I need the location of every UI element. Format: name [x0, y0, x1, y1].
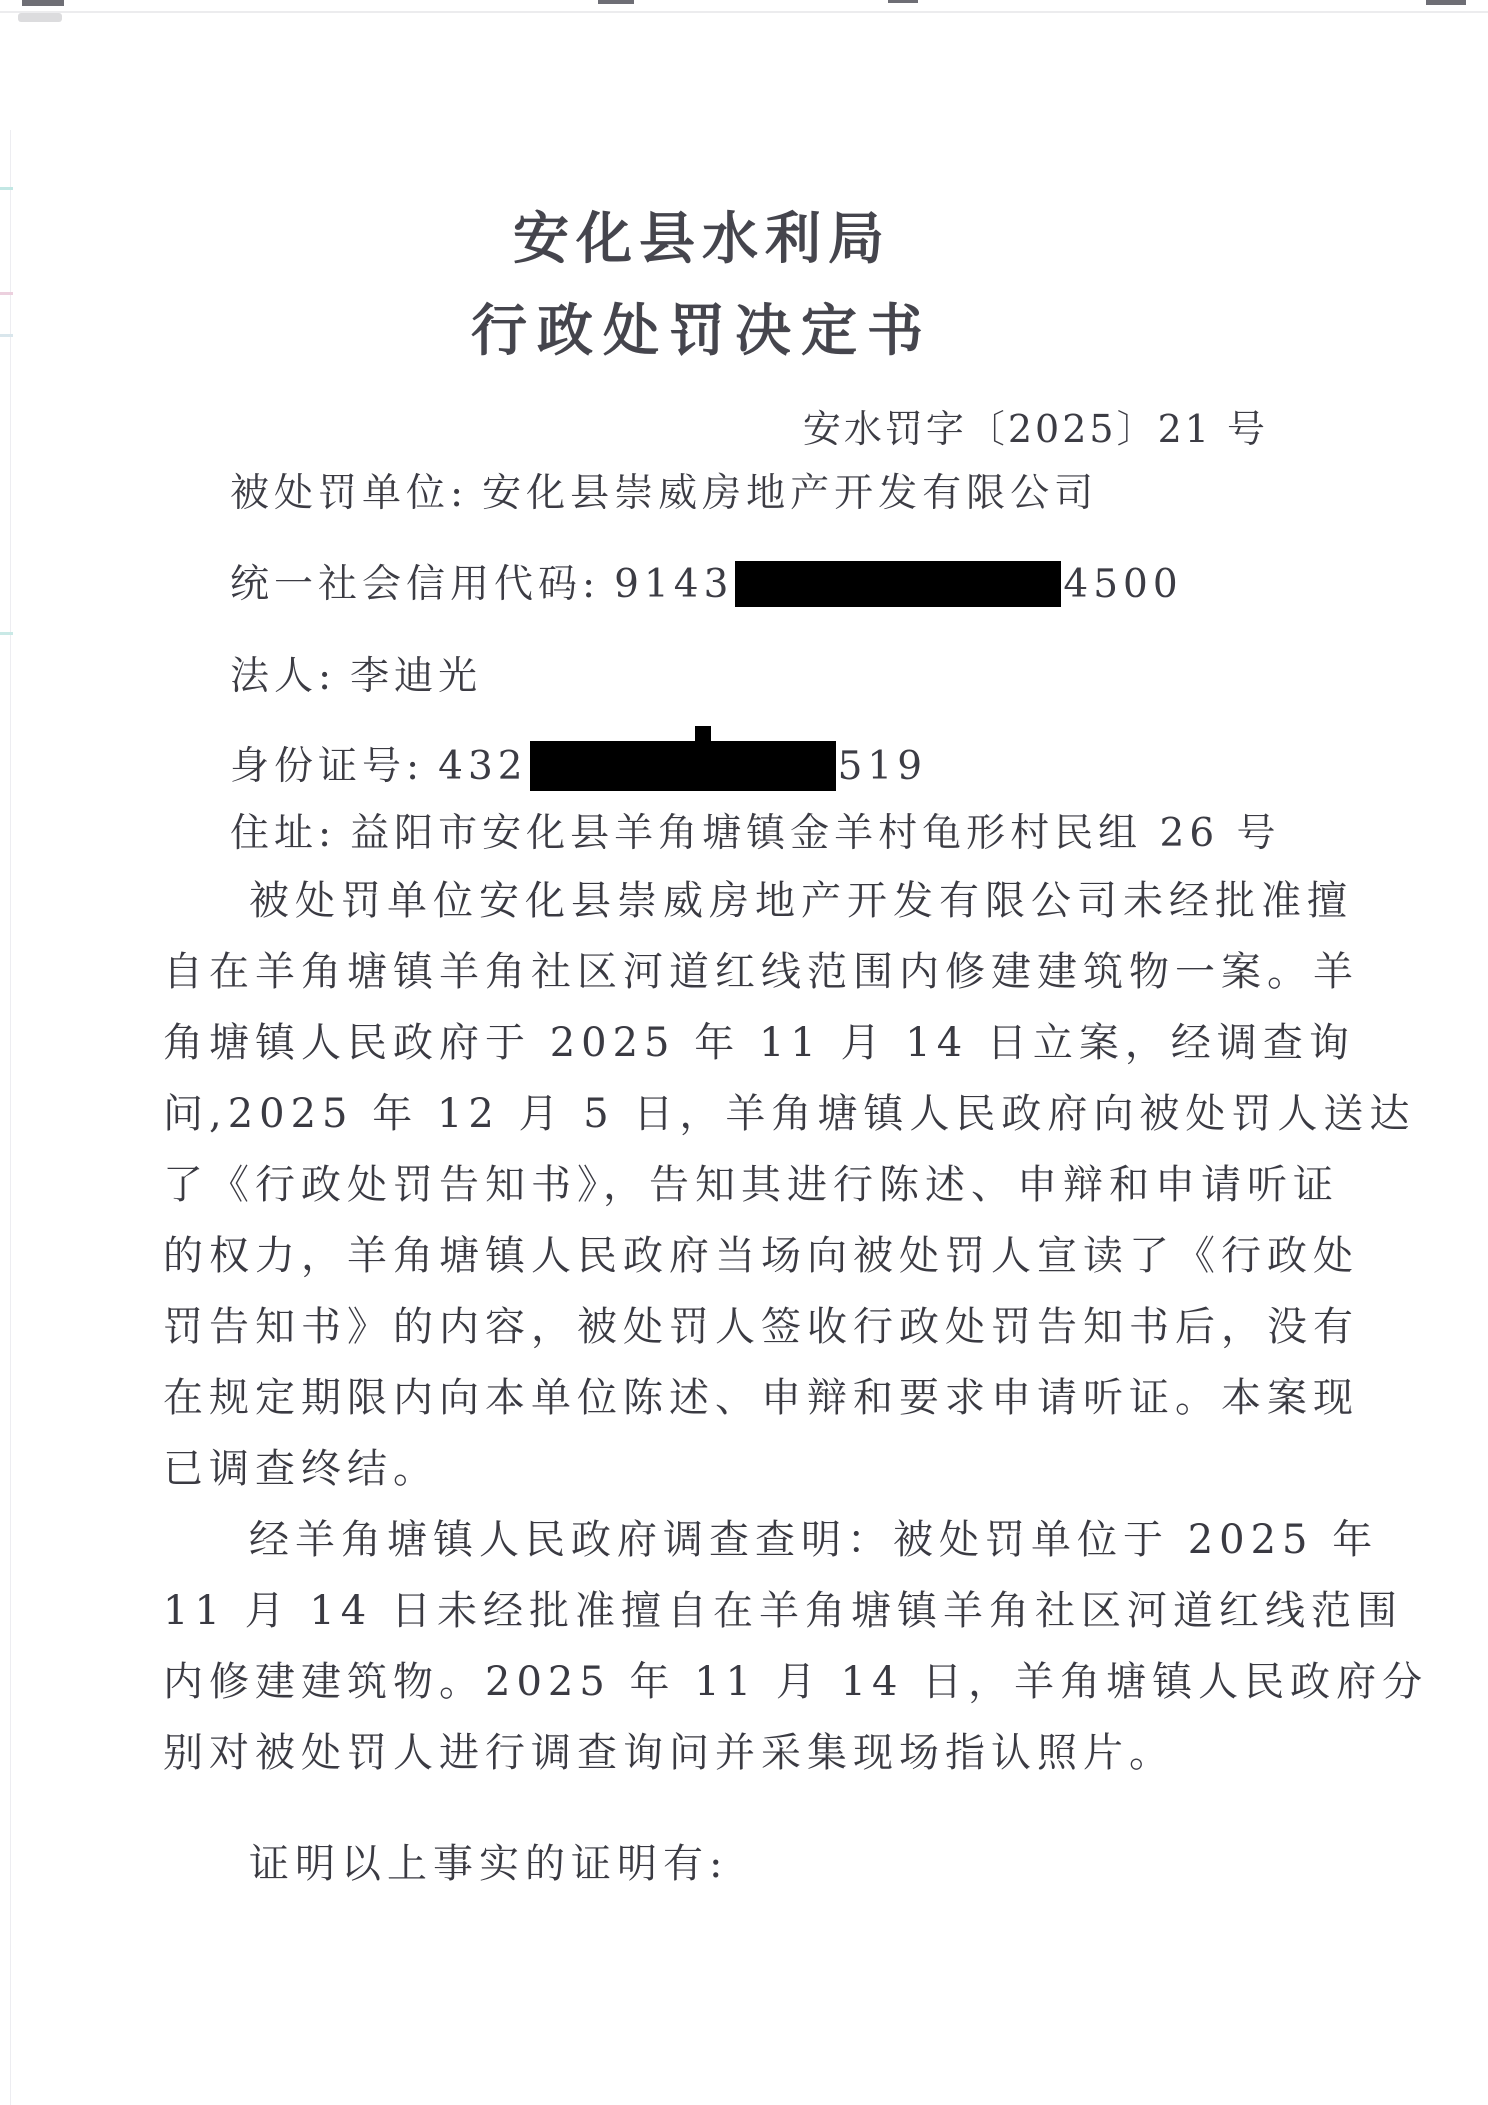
scan-artifact-mark [1426, 0, 1466, 5]
field-row-credit-code [230, 553, 1183, 613]
field-value-credit-prefix: 9143 [614, 562, 734, 607]
field-value-penalized-unit: 安化县崇威房地产开发有限公司 [482, 471, 1099, 516]
scan-artifact-tick [0, 632, 13, 635]
field-label-id-number: 身份证号: [230, 744, 425, 789]
body-line: 的权力，羊角塘镇人民政府当场向被处罚人宣读了《行政处 [163, 1233, 1359, 1279]
body-line: 角塘镇人民政府于 2025 年 11 月 14 日立案，经调查询 [163, 1020, 1355, 1066]
field-row-penalized-unit [230, 462, 1098, 518]
field-value-id-suffix: 519 [837, 744, 928, 789]
field-row-legal-person [230, 645, 482, 701]
body-line: 11 月 14 日未经批准擅自在羊角塘镇羊角社区河道红线范围 [163, 1588, 1403, 1634]
body-line: 在规定期限内向本单位陈述、申辩和要求申请听证。本案现 [163, 1375, 1359, 1421]
field-value-address: 益阳市安化县羊角塘镇金羊村龟形村民组 26 号 [350, 811, 1281, 856]
field-row-id-number [230, 735, 927, 797]
document-title [0, 193, 1446, 377]
body-line: 自在羊角塘镇羊角社区河道红线范围内修建建筑物一案。羊 [163, 949, 1359, 995]
body-line: 了《行政处罚告知书》，告知其进行陈述、申辩和申请听证 [163, 1162, 1339, 1208]
body-line: 内修建建筑物。2025 年 11 月 14 日，羊角塘镇人民政府分 [163, 1659, 1429, 1705]
document-title-line2: 行政处罚决定书 [471, 298, 933, 364]
field-label-address: 住址: [230, 811, 337, 856]
field-label-penalized-unit: 被处罚单位: [230, 471, 469, 516]
field-label-credit-code: 统一社会信用代码: [230, 562, 601, 607]
body-line: 罚告知书》的内容，被处罚人签收行政处罚告知书后，没有 [163, 1304, 1359, 1350]
field-value-credit-suffix: 4500 [1063, 562, 1183, 607]
body-paragraph-3 [163, 1835, 1338, 1906]
redaction-bar-credit-code [735, 561, 1061, 607]
scan-artifact-top-streak [0, 11, 1488, 13]
redaction-bar-id-number [530, 741, 836, 791]
body-line: 被处罚单位安化县崇威房地产开发有限公司未经批准擅 [249, 878, 1353, 924]
field-value-id-prefix: 432 [438, 744, 528, 789]
body-line: 问,2025 年 12 月 5 日，羊角塘镇人民政府向被处罚人送达 [163, 1091, 1416, 1137]
document-title-line1: 安化县水利局 [513, 206, 891, 272]
scan-artifact-mark [598, 0, 634, 4]
body-line: 别对被处罚人进行调查询问并采集现场指认照片。 [163, 1730, 1175, 1776]
body-paragraph-2 [163, 1511, 1429, 1795]
field-row-address [230, 802, 1281, 858]
field-label-legal-person: 法人: [230, 654, 337, 699]
body-line: 经羊角塘镇人民政府调查查明：被处罚单位于 2025 年 [249, 1517, 1379, 1563]
body-line: 证明以上事实的证明有: [249, 1841, 729, 1887]
scan-artifact-mark [22, 0, 64, 6]
scan-artifact-tick [0, 187, 13, 190]
document-number: 安水罚字〔2025〕21 号 [802, 407, 1268, 451]
scan-artifact-edge-line [10, 130, 11, 2105]
field-value-legal-person: 李迪光 [350, 654, 483, 699]
body-line: 已调查终结。 [163, 1446, 439, 1492]
scan-artifact-smudge [18, 13, 62, 22]
document-body [163, 872, 1429, 1906]
scan-artifact-mark [888, 0, 918, 3]
body-paragraph-1 [163, 872, 1416, 1511]
